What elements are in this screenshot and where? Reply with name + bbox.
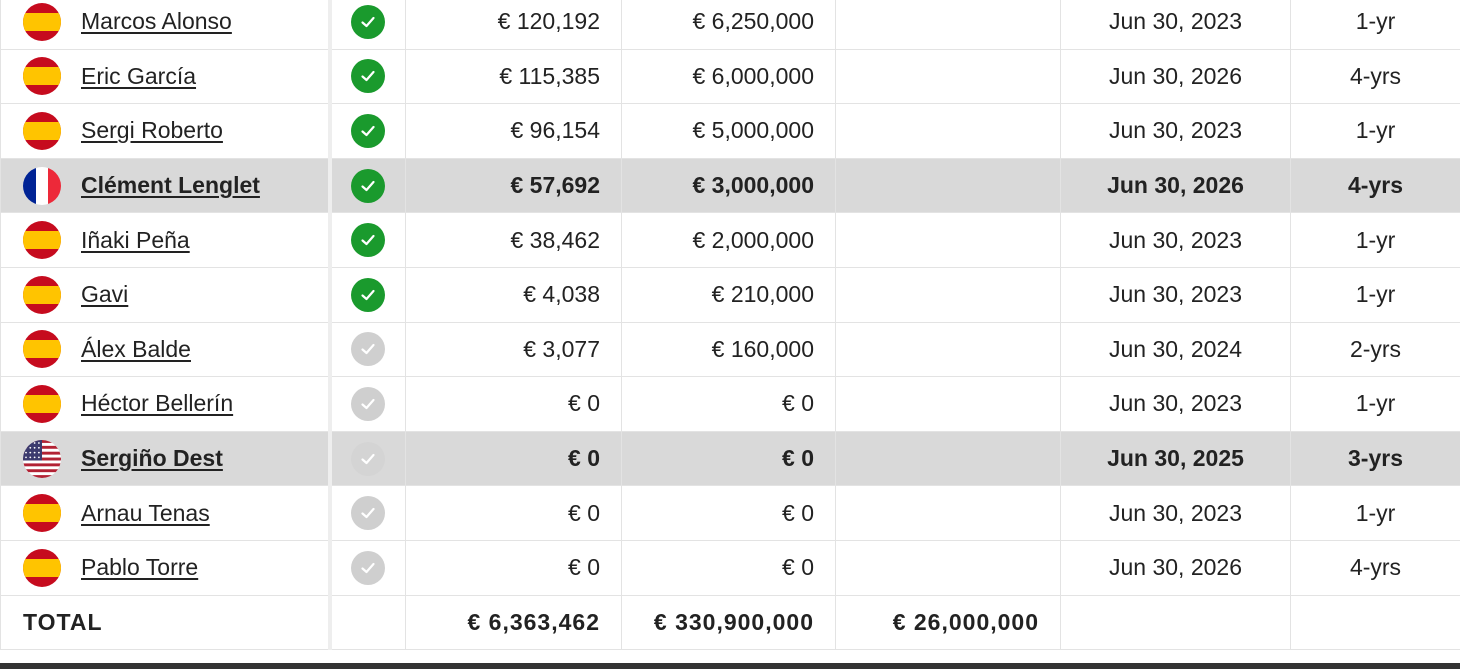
extra-cell xyxy=(836,322,1061,377)
expiry-date-cell: Jun 30, 2023 xyxy=(1061,104,1291,159)
bottom-edge-bar xyxy=(0,663,1460,669)
spain-flag-icon xyxy=(23,385,61,423)
player xyxy=(23,3,328,41)
expiry-date-cell: Jun 30, 2026 xyxy=(1061,158,1291,213)
extra-cell xyxy=(836,377,1061,432)
table-row xyxy=(1,0,1460,49)
check-icon xyxy=(351,5,385,39)
table-row xyxy=(1,49,1460,104)
total-extra: € 26,000,000 xyxy=(836,595,1061,650)
check-icon xyxy=(351,496,385,530)
check-icon xyxy=(351,332,385,366)
player-name-link[interactable]: Eric García xyxy=(81,62,197,89)
player-cell xyxy=(1,213,330,268)
player xyxy=(23,167,328,205)
expiry-date-cell: Jun 30, 2023 xyxy=(1061,267,1291,322)
spain-flag-icon xyxy=(23,57,61,95)
extra-cell xyxy=(836,49,1061,104)
table-row xyxy=(1,158,1460,213)
player-cell xyxy=(1,267,330,322)
expiry-date-cell: Jun 30, 2023 xyxy=(1061,0,1291,49)
spain-flag-icon xyxy=(23,221,61,259)
player xyxy=(23,385,328,423)
annual-salary-cell: € 2,000,000 xyxy=(622,213,836,268)
player xyxy=(23,57,328,95)
contract-length-cell: 1-yr xyxy=(1291,0,1460,49)
total-annual: € 330,900,000 xyxy=(622,595,836,650)
spain-flag-icon xyxy=(23,549,61,587)
player-cell xyxy=(1,158,330,213)
weekly-wage-cell: € 38,462 xyxy=(406,213,622,268)
total-label: TOTAL xyxy=(1,595,330,650)
extra-cell xyxy=(836,0,1061,49)
weekly-wage-cell: € 57,692 xyxy=(406,158,622,213)
player-cell xyxy=(1,540,330,595)
expiry-date-cell: Jun 30, 2026 xyxy=(1061,540,1291,595)
expiry-date-cell: Jun 30, 2025 xyxy=(1061,431,1291,486)
expiry-date-cell: Jun 30, 2023 xyxy=(1061,486,1291,541)
weekly-wage-cell: € 3,077 xyxy=(406,322,622,377)
contract-length-cell: 1-yr xyxy=(1291,486,1460,541)
spain-flag-icon xyxy=(23,330,61,368)
weekly-wage-cell: € 0 xyxy=(406,540,622,595)
spain-flag-icon xyxy=(23,276,61,314)
table-row xyxy=(1,377,1460,432)
extra-cell xyxy=(836,158,1061,213)
table-row xyxy=(1,267,1460,322)
player-name-link[interactable]: Sergi Roberto xyxy=(81,117,223,144)
total-length xyxy=(1291,595,1460,650)
check-icon xyxy=(351,223,385,257)
contract-length-cell: 1-yr xyxy=(1291,267,1460,322)
check-icon xyxy=(351,442,385,476)
table-row xyxy=(1,486,1460,541)
weekly-wage-cell: € 0 xyxy=(406,431,622,486)
check-icon xyxy=(351,387,385,421)
extra-cell xyxy=(836,267,1061,322)
weekly-wage-cell: € 96,154 xyxy=(406,104,622,159)
contract-length-cell: 1-yr xyxy=(1291,377,1460,432)
annual-salary-cell: € 160,000 xyxy=(622,322,836,377)
table-row xyxy=(1,540,1460,595)
table-row xyxy=(1,431,1460,486)
status-cell xyxy=(330,540,406,595)
weekly-wage-cell: € 120,192 xyxy=(406,0,622,49)
contract-length-cell: 4-yrs xyxy=(1291,158,1460,213)
check-icon xyxy=(351,59,385,93)
expiry-date-cell: Jun 30, 2023 xyxy=(1061,377,1291,432)
extra-cell xyxy=(836,431,1061,486)
status-cell xyxy=(330,0,406,49)
contract-length-cell: 4-yrs xyxy=(1291,49,1460,104)
weekly-wage-cell: € 115,385 xyxy=(406,49,622,104)
extra-cell xyxy=(836,213,1061,268)
player-name-link[interactable]: Álex Balde xyxy=(81,335,191,362)
contract-length-cell: 4-yrs xyxy=(1291,540,1460,595)
player-cell xyxy=(1,431,330,486)
annual-salary-cell: € 5,000,000 xyxy=(622,104,836,159)
expiry-date-cell: Jun 30, 2026 xyxy=(1061,49,1291,104)
table-row xyxy=(1,322,1460,377)
player-name-link[interactable]: Marcos Alonso xyxy=(81,8,232,35)
weekly-wage-cell: € 0 xyxy=(406,486,622,541)
status-cell xyxy=(330,104,406,159)
annual-salary-cell: € 6,000,000 xyxy=(622,49,836,104)
player-cell xyxy=(1,486,330,541)
total-expiry xyxy=(1061,595,1291,650)
contract-length-cell: 1-yr xyxy=(1291,104,1460,159)
weekly-wage-cell: € 0 xyxy=(406,377,622,432)
status-cell xyxy=(330,213,406,268)
expiry-date-cell: Jun 30, 2023 xyxy=(1061,213,1291,268)
status-cell xyxy=(330,431,406,486)
player xyxy=(23,330,328,368)
extra-cell xyxy=(836,486,1061,541)
contract-length-cell: 3-yrs xyxy=(1291,431,1460,486)
weekly-wage-cell: € 4,038 xyxy=(406,267,622,322)
player-cell xyxy=(1,104,330,159)
player xyxy=(23,549,328,587)
extra-cell xyxy=(836,540,1061,595)
status-cell xyxy=(330,267,406,322)
player-name-link[interactable]: Gavi xyxy=(81,281,129,308)
france-flag-icon xyxy=(23,167,61,205)
player-cell xyxy=(1,49,330,104)
check-icon xyxy=(351,551,385,585)
annual-salary-cell: € 0 xyxy=(622,540,836,595)
spain-flag-icon xyxy=(23,3,61,41)
spain-flag-icon xyxy=(23,494,61,532)
status-cell xyxy=(330,158,406,213)
usa-flag-icon xyxy=(23,440,61,478)
annual-salary-cell: € 6,250,000 xyxy=(622,0,836,49)
annual-salary-cell: € 0 xyxy=(622,486,836,541)
annual-salary-cell: € 210,000 xyxy=(622,267,836,322)
table-body xyxy=(1,0,1460,650)
status-cell xyxy=(330,486,406,541)
player xyxy=(23,221,328,259)
player xyxy=(23,276,328,314)
check-icon xyxy=(351,114,385,148)
table-row xyxy=(1,213,1460,268)
player-name-link[interactable]: Sergiño Dest xyxy=(81,445,223,472)
player xyxy=(23,112,328,150)
status-cell xyxy=(330,49,406,104)
check-icon xyxy=(351,278,385,312)
player-name-link[interactable]: Héctor Bellerín xyxy=(81,390,234,417)
total-row xyxy=(1,595,1460,650)
spain-flag-icon xyxy=(23,112,61,150)
player-cell xyxy=(1,0,330,49)
status-cell xyxy=(330,322,406,377)
total-status-cell xyxy=(330,595,406,650)
extra-cell xyxy=(836,104,1061,159)
player-name-link[interactable]: Arnau Tenas xyxy=(81,499,210,526)
player-name-link[interactable]: Clément Lenglet xyxy=(81,172,260,199)
annual-salary-cell: € 0 xyxy=(622,431,836,486)
annual-salary-cell: € 3,000,000 xyxy=(622,158,836,213)
contract-length-cell: 2-yrs xyxy=(1291,322,1460,377)
player-name-link[interactable]: Iñaki Peña xyxy=(81,226,190,253)
status-cell xyxy=(330,377,406,432)
contract-length-cell: 1-yr xyxy=(1291,213,1460,268)
player xyxy=(23,494,328,532)
expiry-date-cell: Jun 30, 2024 xyxy=(1061,322,1291,377)
player-cell xyxy=(1,322,330,377)
player xyxy=(23,440,328,478)
total-weekly: € 6,363,462 xyxy=(406,595,622,650)
player-name-link[interactable]: Pablo Torre xyxy=(81,554,199,581)
annual-salary-cell: € 0 xyxy=(622,377,836,432)
check-icon xyxy=(351,169,385,203)
player-cell xyxy=(1,377,330,432)
table-row xyxy=(1,104,1460,159)
